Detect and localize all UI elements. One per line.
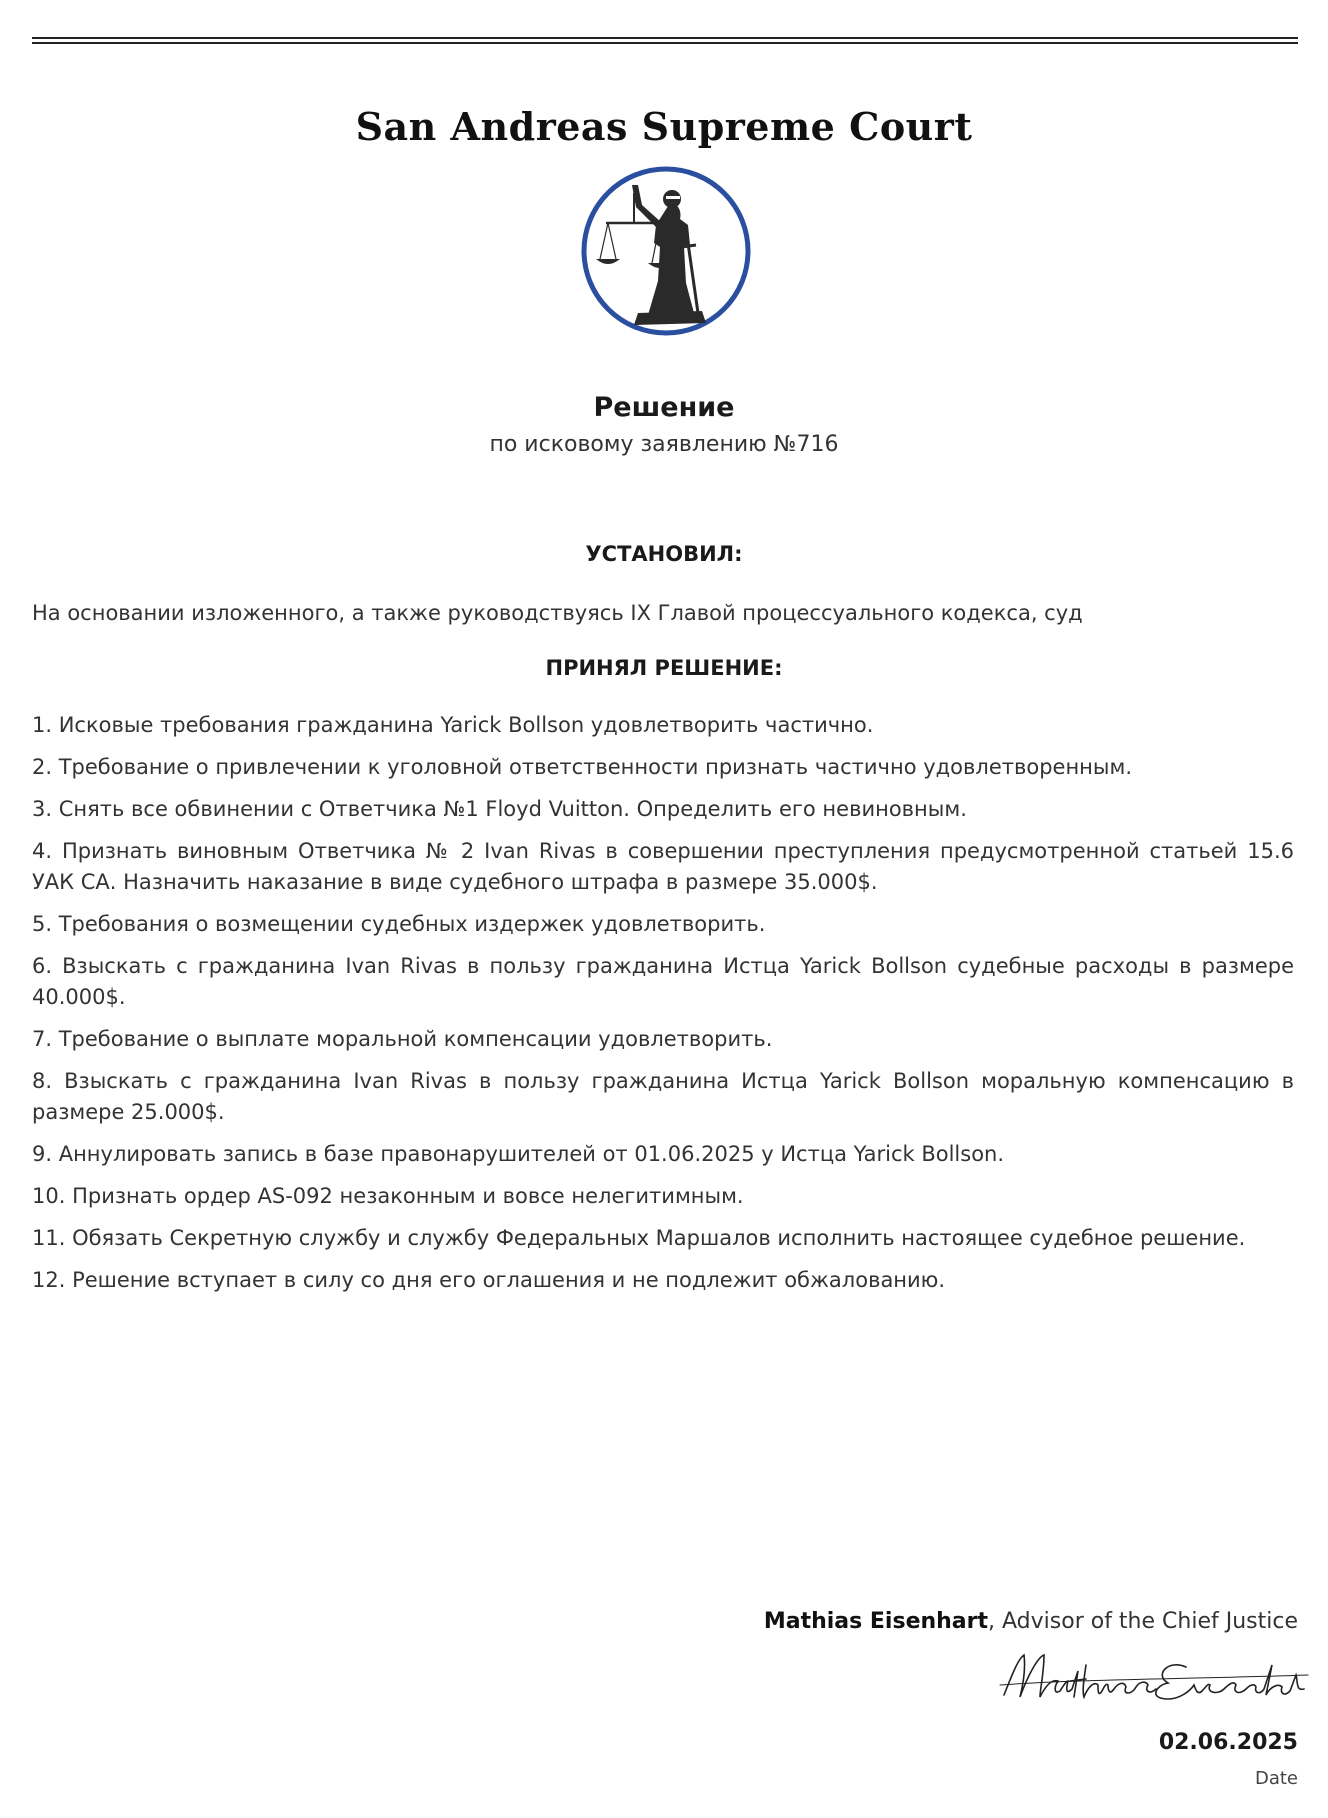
- document-subtitle: по исковому заявлению №716: [489, 432, 839, 457]
- intro-paragraph: На основании изложенного, а также руководствуясь IX Главой процессуального кодекса, суд: [32, 601, 1083, 625]
- decision-item: 2. Требование о привлечении к уголовной ответственности признать частично удовлетворенным.: [32, 755, 1132, 779]
- date-label: Date: [1254, 1768, 1298, 1789]
- decision-item: 6. Взыскать с гражданина Ivan Rivas в пользу гражданина Истца Yarick Bollson судебные расходы в размере 40.000$.: [32, 954, 1294, 1009]
- decision-item: 7. Требование о выплате моральной компенсации удовлетворить.: [32, 1027, 773, 1051]
- handwritten-signature: [998, 1645, 1310, 1709]
- decision-item: 3. Снять все обвинении с Ответчика №1 Floyd Vuitton. Определить его невиновным.: [32, 797, 967, 821]
- lady-justice-seal-icon: [578, 163, 754, 339]
- signer-line: [764, 1609, 1298, 1634]
- decision-item: 10. Признать ордер AS-092 незаконным и вовсе нелегитимным.: [32, 1184, 744, 1208]
- court-name: San Andreas Supreme Court: [355, 104, 973, 149]
- established-heading: УСТАНОВИЛ:: [585, 542, 743, 566]
- document-title: Решение: [593, 392, 735, 423]
- top-double-rule: [32, 37, 1298, 44]
- decision-date: 02.06.2025: [1158, 1730, 1298, 1755]
- decision-items-list: [32, 710, 1294, 1307]
- decision-heading: ПРИНЯЛ РЕШЕНИЕ:: [545, 656, 783, 680]
- decision-item: 11. Обязать Секретную службу и службу Федеральных Маршалов исполнить настоящее судебное решение.: [32, 1226, 1246, 1250]
- decision-item: 9. Аннулировать запись в базе правонарушителей от 01.06.2025 у Истца Yarick Bollson.: [32, 1142, 1005, 1166]
- decision-item: 4. Признать виновным Ответчика № 2 Ivan Rivas в совершении преступления предусмотренной статьей 15.6 УАК СА. Назначить наказание в виде судебного штрафа в размере 35.000$.: [32, 839, 1294, 894]
- decision-item: 8. Взыскать с гражданина Ivan Rivas в пользу гражданина Истца Yarick Bollson моральную компенсацию в размере 25.000$.: [32, 1069, 1294, 1124]
- decision-item: 5. Требования о возмещении судебных издержек удовлетворить.: [32, 912, 766, 936]
- signer-role: , Advisor of the Chief Justice: [988, 1609, 1298, 1634]
- signer-name: Mathias Eisenhart: [763, 1609, 989, 1634]
- decision-item: 12. Решение вступает в силу со дня его оглашения и не подлежит обжалованию.: [32, 1268, 946, 1292]
- decision-item: 1. Исковые требования гражданина Yarick Bollson удовлетворить частично.: [32, 713, 874, 737]
